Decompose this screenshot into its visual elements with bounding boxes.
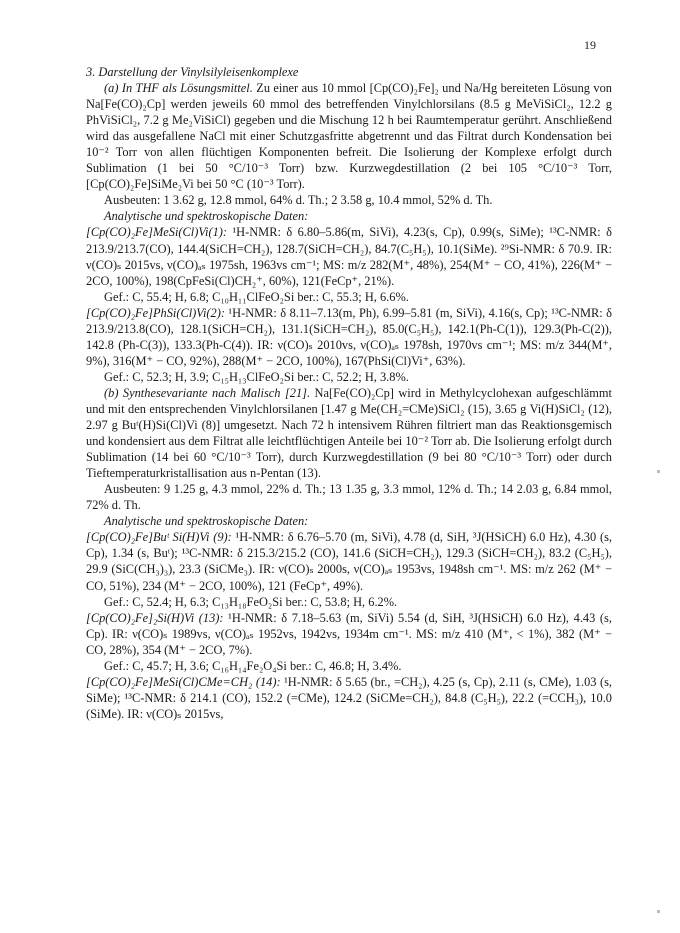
data-heading-a: Analytische und spektroskopische Daten: <box>104 209 309 224</box>
compound-14-data <box>86 674 612 722</box>
scan-mark <box>657 910 660 913</box>
analysis-2: Gef.: C, 52.3; H, 3.9; C₁₅H₁₃ClFeO₂Si ber.: C, 52.2; H, 3.8%. <box>104 369 409 384</box>
compound-2-data <box>86 305 612 369</box>
data-heading-b: Analytische und spektroskopische Daten: <box>104 514 309 529</box>
paragraph-method-b <box>86 385 612 481</box>
analysis-13: Gef.: C, 45.7; H, 3.6; C₁₆H₁₄Fe₂O₄Si ber.: C, 46.8; H, 3.4%. <box>104 658 402 673</box>
method-a-lead: (a) In THF als Lösungsmittel. <box>104 81 253 96</box>
method-a-text: Zu einer aus 10 mmol [Cp(CO)₂Fe]₂ und Na/Hg bereiteten Lösung von Na[Fe(CO)₂Cp] werden jeweils 60 mmol des betreffenden Vinylchlorsilans (8.5 g MeViSiCl₂, 12.2 g PhViSiCl₂, 7.2 g Me₂ViSiCl) gegeben und die Mischung 12 h bei Raumtemperatur gerührt. Anschließend wird das ausgefallene NaCl mit einer Schutzgasfritte abgetrennt und das Filtrat durch Kondensation bei 10⁻² Torr von allen flüchtigen Komponenten befreit. Die Isolierung der Komplexe erfolgt durch Sublimation (1 bei 50 °C/10⁻³ Torr) bzw. Kurzwegdestillation (2 bei 105 °C/10⁻³ Torr, [Cp(CO)₂Fe]SiMe₂Vi bei 50 °C (10⁻³ Torr). <box>86 81 612 192</box>
method-b-lead: (b) Synthesevariante nach Malisch [21]. <box>104 385 311 400</box>
paragraph-method-a <box>86 80 612 192</box>
compound-1-data <box>86 224 612 288</box>
page-number: 19 <box>584 38 596 52</box>
article-body <box>86 64 612 722</box>
method-b-text: Na[Fe(CO)₂Cp] wird in Methylcyclohexan aufgeschlämmt und mit den entsprechenden Vinylchlorsilanen [1.47 g Me(CH₂=CMe)SiCl₂ (15), 3.65 g Vi(H)SiCl₂ (12), 2.97 g Buᵗ(H)Si(Cl)Vi (8)] umgesetzt. Nach 72 h intensivem Rühren filtriert man das Reaktionsgemisch und kondensiert aus dem Filtrat alle leichtflüchtigen Anteile bei 10⁻² Torr ab. Die Isolierung erfolgt durch Sublimation (14 bei 60 °C/10⁻³ Torr), durch Kurzwegdestillation (9 bei 80 °C/10⁻³ Torr) oder durch Tieftemperaturkristallisation aus n-Pentan (13). <box>86 385 613 481</box>
compound-14-name: [Cp(CO)₂Fe]MeSi(Cl)CMe=CH₂ (14): <box>86 674 281 689</box>
yields-a: Ausbeuten: 1 3.62 g, 12.8 mmol, 64% d. Th.; 2 3.58 g, 10.4 mmol, 52% d. Th. <box>104 193 493 208</box>
compound-2-name: [Cp(CO)₂Fe]PhSi(Cl)Vi(2): <box>86 305 225 320</box>
compound-1-name: [Cp(CO)₂Fe]MeSi(Cl)Vi(1): <box>86 225 228 240</box>
compound-13-name: [Cp(CO)₂Fe]₂Si(H)Vi (13): <box>86 610 224 625</box>
compound-9-name: [Cp(CO)₂Fe]Buᵗ Si(H)Vi (9): <box>86 530 232 545</box>
compound-2-text: ¹H-NMR: δ 8.11–7.13(m, Ph), 6.99–5.81 (m, SiVi), 4.16(s, Cp); ¹³C-NMR: δ 213.9/213.8(CO), 128.1(SiCH=CH₂), 131.1(SiCH=CH₂), 85.0(C₅H₅), 142.1(Ph-C(1)), 129.3(Ph-C(2)), 142.8 (Ph-C(3)), 133.3(Ph-C(4)). IR: ν(CO)ₛ 2010vs, ν(CO)ₐₛ 1978sh, 1970vs cm⁻¹; MS: m/z 344(M⁺, 9%), 316(M⁺ − CO, 92%), 288(M⁺ − 2CO, 100%), 167(PhSi(Cl)Vi⁺, 63%). <box>86 305 612 368</box>
compound-13-text: ¹H-NMR: δ 7.18–5.63 (m, SiVi) 5.54 (d, SiH, ³J(HSiCH) 6.0 Hz), 4.43 (s, Cp). IR: ν(CO)ₛ 1989vs, ν(CO)ₐₛ 1952vs, 1942vs, 1934m cm⁻¹. MS: m/z 410 (M⁺, < 1%), 382 (M⁺ − CO, 28%), 354 (M⁺ − 2CO, 7%). <box>86 610 612 657</box>
compound-1-text: ¹H-NMR: δ 6.80–5.86(m, SiVi), 4.23(s, Cp), 0.99(s, SiMe); ¹³C-NMR: δ 213.9/213.7(CO), 144.4(SiCH=CH₂), 128.7(SiCH=CH₂), 84.7(C₅H₅), 10.1(SiMe). ²⁹Si-NMR: δ 70.9. IR: ν(CO)ₛ 2015vs, ν(CO)ₐₛ 1975sh, 1963vs cm⁻¹; MS: m/z 282(M⁺, 48%), 254(M⁺ − CO, 41%), 226(M⁺ − 2CO, 100%), 198(CpFeSi(Cl)CH₂⁺, 60%), 121(FeCp⁺, 21%). <box>86 225 612 288</box>
analysis-1: Gef.: C, 55.4; H, 6.8; C₁₀H₁₁ClFeO₂Si ber.: C, 55.3; H, 6.6%. <box>104 289 409 304</box>
compound-13-data <box>86 610 612 658</box>
yields-b: Ausbeuten: 9 1.25 g, 4.3 mmol, 22% d. Th.; 13 1.35 g, 3.3 mmol, 12% d. Th.; 14 2.03 g, 6.84 mmol, 72% d. Th. <box>86 482 612 513</box>
scan-mark <box>657 470 660 473</box>
section-heading: 3. Darstellung der Vinylsilyleisenkomplexe <box>86 65 299 79</box>
compound-9-data <box>86 529 612 593</box>
compound-9-text: ¹H-NMR: δ 6.76–5.70 (m, SiVi), 4.78 (d, SiH, ³J(HSiCH) 6.0 Hz), 4.30 (s, Cp), 1.34 (s, Buᵗ); ¹³C-NMR: δ 215.3/215.2 (CO), 141.6 (SiCH=CH₂), 129.3 (SiCH=CH₂), 83.2 (C₅H₅), 29.9 (SiC(CH₃)₃), 23.3 (SiCMe₃). IR: ν(CO)ₛ 2000s, ν(CO)ₐₛ 1953vs, 1948sh cm⁻¹. MS: m/z 262 (M⁺ − CO, 51%), 234 (M⁺ − 2CO, 100%), 121 (FeCp⁺, 49%). <box>86 530 612 593</box>
analysis-9: Gef.: C, 52.4; H, 6.3; C₁₃H₁₈FeO₂Si ber.: C, 53.8; H, 6.2%. <box>104 594 398 609</box>
compound-14-text: ¹H-NMR: δ 5.65 (br., =CH₂), 4.25 (s, Cp), 2.11 (s, CMe), 1.03 (s, SiMe); ¹³C-NMR: δ 214.1 (CO), 152.2 (=CMe), 124.2 (SiCMe=CH₂), 84.8 (C₅H₅), 22.2 (=CCH₃), 10.0 (SiMe). IR: ν(CO)ₛ 2015vs, <box>86 674 613 721</box>
